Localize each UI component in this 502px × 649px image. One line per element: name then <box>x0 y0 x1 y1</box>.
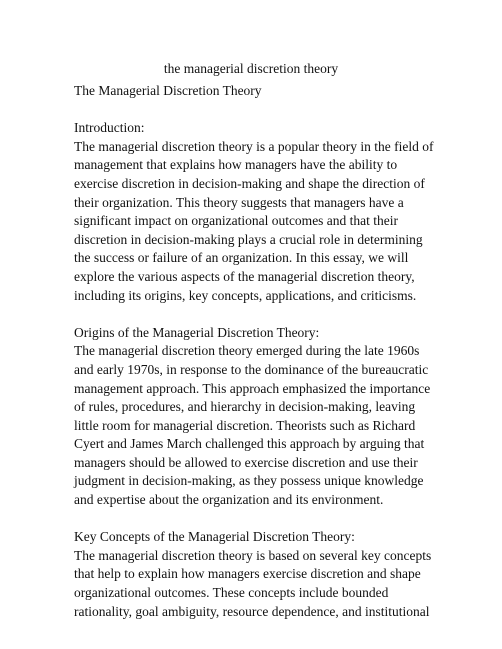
paragraph-spacer <box>74 305 474 324</box>
body-line: and early 1970s, in response to the dominance of the bureaucratic <box>74 361 429 377</box>
body-line: The managerial discretion theory emerged during the late 1960s <box>74 343 420 359</box>
body-line: The managerial discretion theory is based on several key concepts <box>74 547 432 563</box>
section-heading-origins: Origins of the Managerial Discretion Theory: <box>74 324 320 340</box>
document-body <box>74 82 474 621</box>
body-line: The managerial discretion theory is a popular theory in the field of <box>74 138 434 154</box>
section-heading-introduction: Introduction: <box>74 120 145 136</box>
body-line: Cyert and James March challenged this approach by arguing that <box>74 436 425 452</box>
section-heading-key-concepts: Key Concepts of the Managerial Discretion Theory: <box>74 529 355 545</box>
body-line: including its origins, key concepts, applications, and criticisms. <box>74 287 417 303</box>
body-line: the success or failure of an organization. In this essay, we will <box>74 250 409 266</box>
body-line: little room for managerial discretion. Theorists such as Richard <box>74 417 416 433</box>
document-heading: The Managerial Discretion Theory <box>74 83 262 98</box>
body-line: judgment in decision-making, as they possess unique knowledge <box>74 473 424 489</box>
paragraph-spacer <box>74 510 474 529</box>
body-line: managers should be allowed to exercise discretion and use their <box>74 454 418 470</box>
paragraph-spacer <box>74 101 474 120</box>
body-line: management approach. This approach emphasized the importance <box>74 380 431 396</box>
body-line: that help to explain how managers exercise discretion and shape <box>74 566 421 582</box>
body-line: of rules, procedures, and hierarchy in decision-making, leaving <box>74 399 416 415</box>
body-line: significant impact on organizational outcomes and that their <box>74 213 399 229</box>
body-line: rationality, goal ambiguity, resource dependence, and institutional <box>74 603 430 619</box>
body-line: and expertise about the organization and its environment. <box>74 492 384 508</box>
body-line: their organization. This theory suggests that managers have a <box>74 194 404 210</box>
body-line: discretion in decision-making plays a crucial role in determining <box>74 231 423 247</box>
body-line: organizational outcomes. These concepts include bounded <box>74 585 389 601</box>
body-line: exercise discretion in decision-making and shape the direction of <box>74 175 425 191</box>
running-title: the managerial discretion theory <box>163 61 339 76</box>
body-line: management that explains how managers have the ability to <box>74 157 398 173</box>
body-line: explore the various aspects of the managerial discretion theory, <box>74 268 415 284</box>
